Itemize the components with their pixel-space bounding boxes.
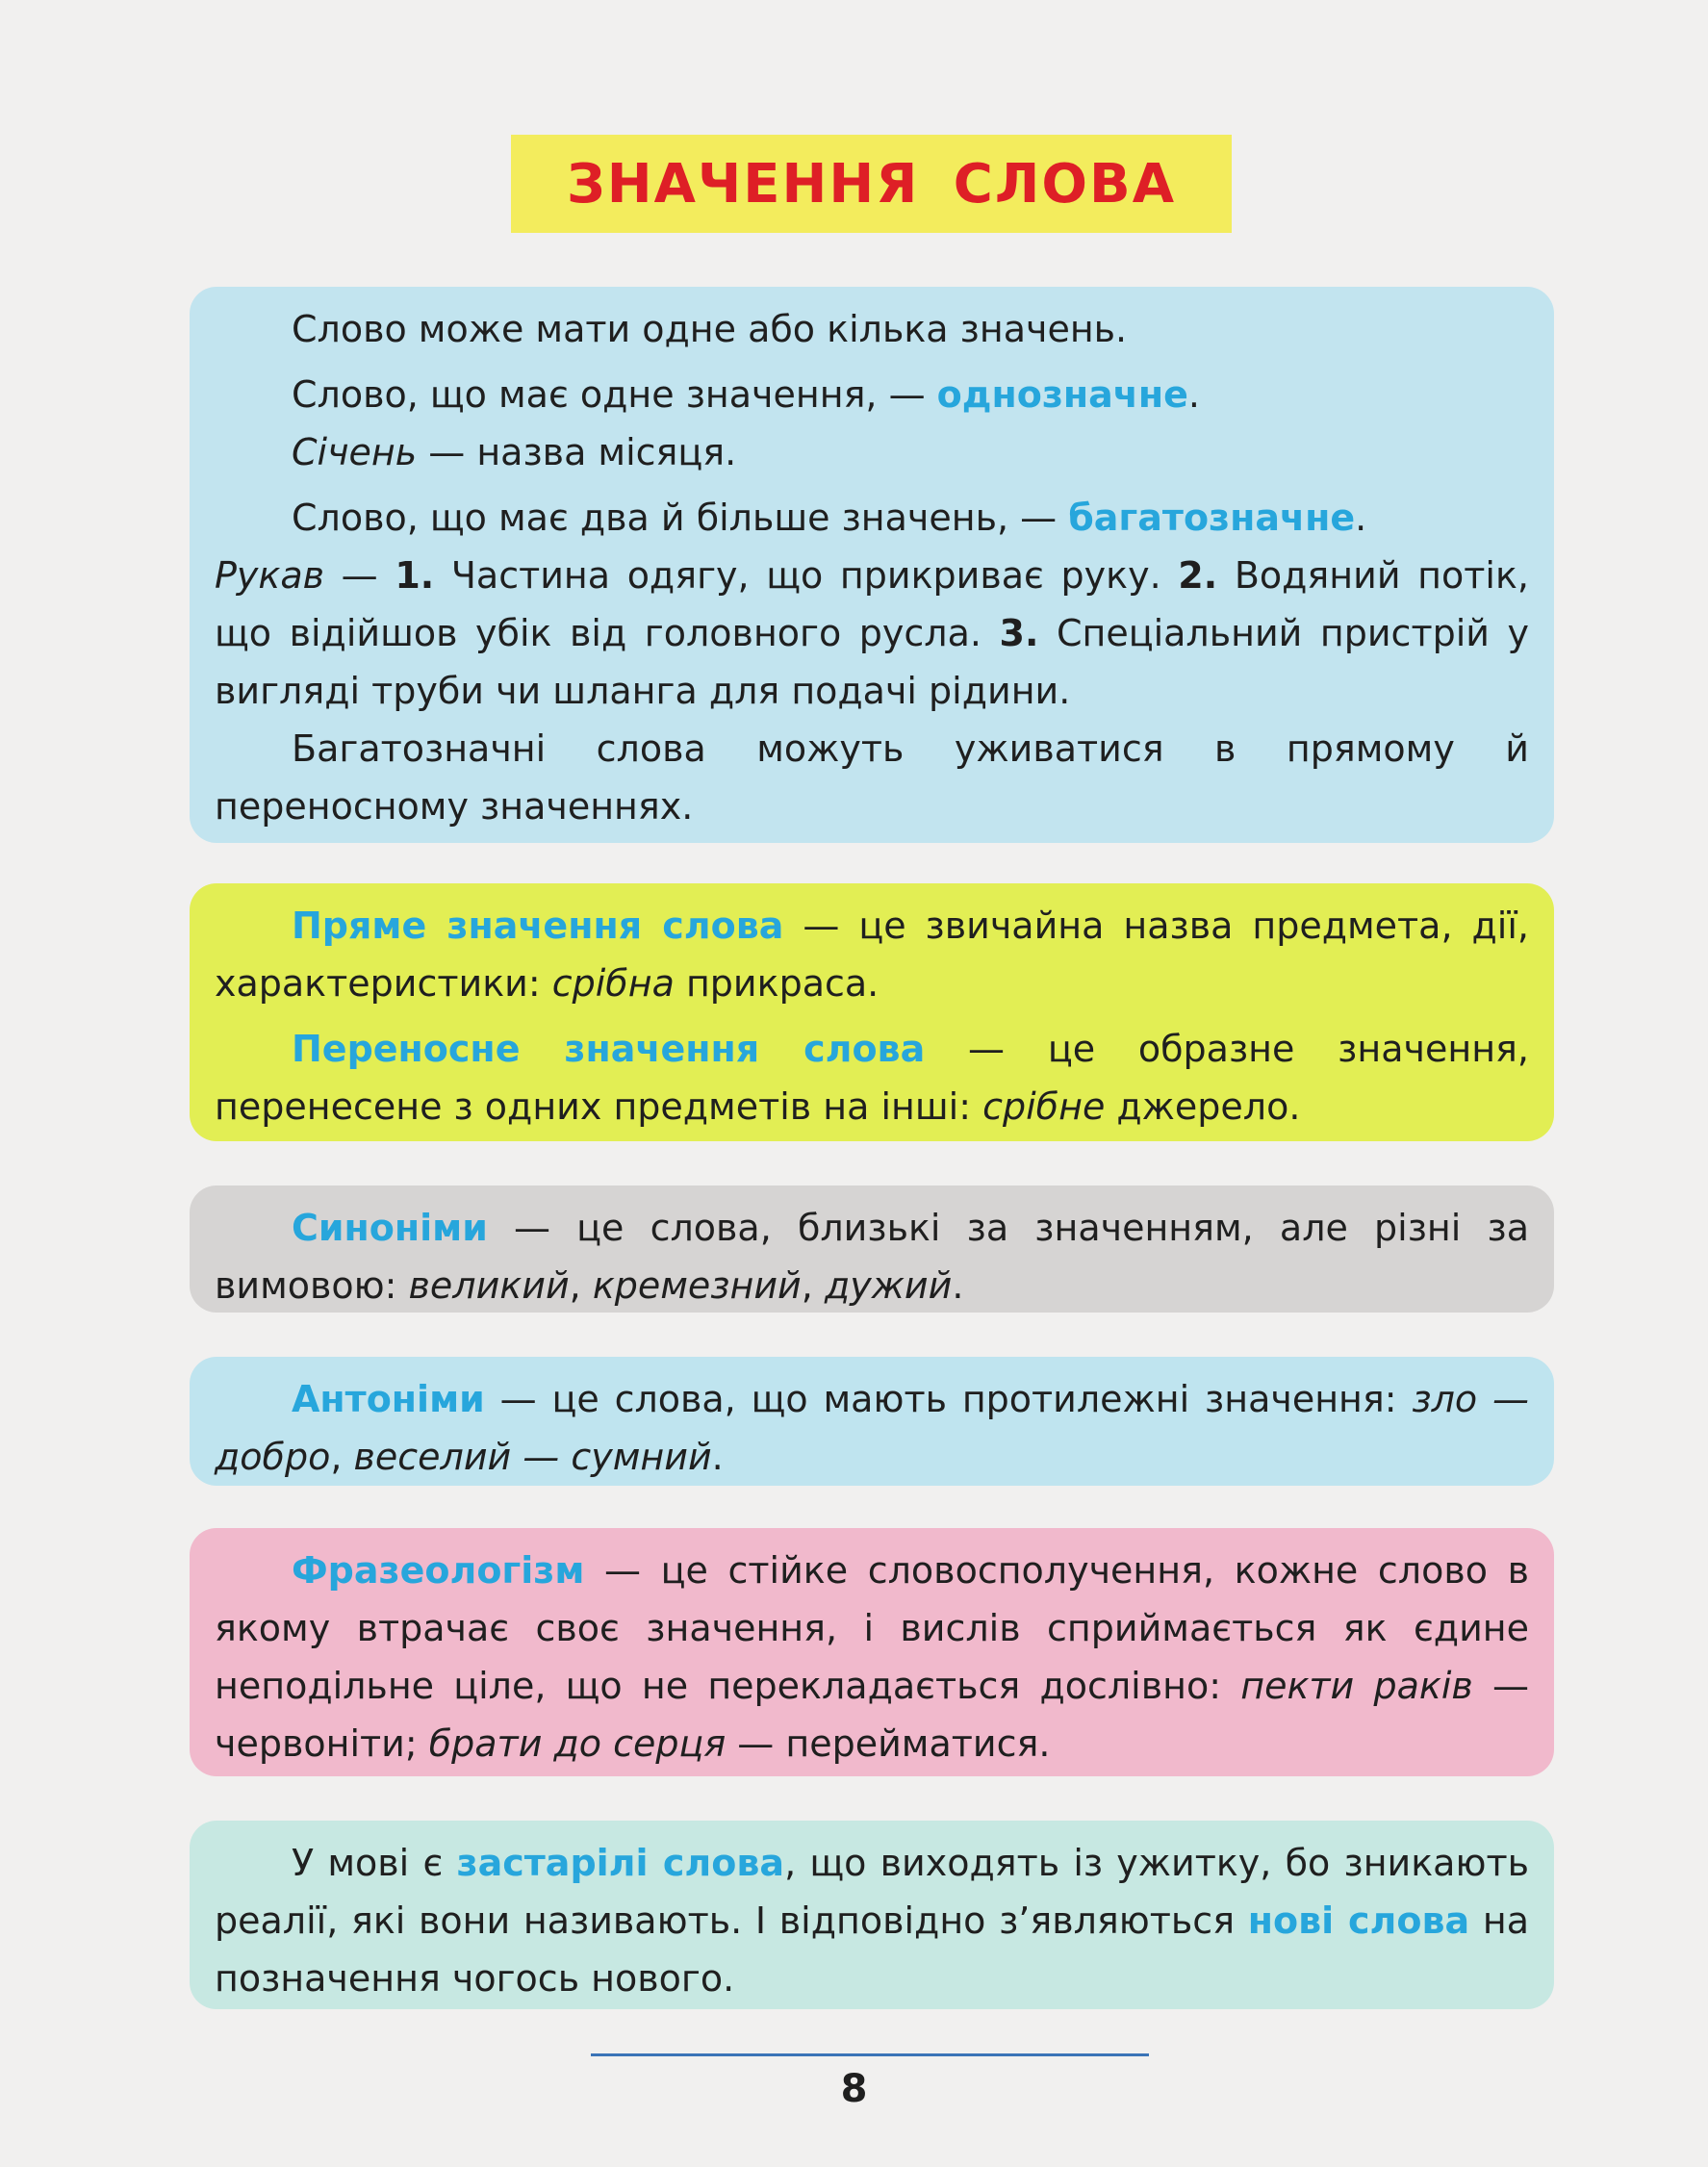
paragraph: Слово може мати одне або кілька значень. bbox=[292, 308, 1128, 350]
term-phraseologism: Фразеологізм bbox=[292, 1549, 585, 1592]
footer-divider bbox=[591, 2053, 1149, 2056]
box-word-meaning bbox=[190, 287, 1554, 843]
term-direct-meaning: Пряме значення слова bbox=[292, 905, 784, 947]
term-figurative-meaning: Переносне значення слова bbox=[292, 1028, 926, 1070]
paragraph: У мові є застарілі слова, що виходять із ужитку, бо зникають реалії, які вони називають. І відповідно з’являються нові слова на позначення чогось нового. bbox=[215, 1842, 1530, 2000]
term-monosemous: однозначне bbox=[936, 373, 1188, 416]
paragraph: Багатозначні слова можуть уживатися в прямому й переносному значеннях. bbox=[215, 727, 1529, 828]
box-direct-figurative-meaning bbox=[190, 883, 1554, 1141]
paragraph: Січень — назва місяця. bbox=[292, 431, 737, 473]
term-archaic-words: застарілі слова bbox=[456, 1842, 785, 1884]
paragraph: Фразеологізм — це стійке словосполучення, кожне слово в якому втрачає своє значення, і вислів сприймається як єдине неподільне ціле, що не перекладається дослівно: пекти раків — червоніти; брати до серця — перейматися. bbox=[215, 1549, 1529, 1765]
paragraph: Переносне значення слова — це образне значення, перенесене з одних предметів на інші: срібне джерело. bbox=[215, 1028, 1529, 1128]
box-phraseologism bbox=[190, 1528, 1554, 1776]
paragraph: Антоніми — це слова, що мають протилежні значення: зло — добро, веселий — сумний. bbox=[215, 1378, 1530, 1478]
term-antonyms: Антоніми bbox=[292, 1378, 485, 1420]
page-title-banner bbox=[511, 135, 1232, 233]
paragraph: Слово, що має одне значення, — однозначне. bbox=[292, 373, 1201, 416]
page-title: ЗНАЧЕННЯ СЛОВА bbox=[566, 152, 1177, 216]
example-word: Січень bbox=[292, 431, 418, 473]
example-word: Рукав bbox=[215, 554, 325, 597]
page-number: 8 bbox=[840, 2067, 868, 2111]
paragraph: Синоніми — це слова, близькі за значенням, але різні за вимовою: великий, кремезний, дужий. bbox=[215, 1207, 1529, 1307]
term-new-words: нові слова bbox=[1247, 1899, 1470, 1942]
box-antonyms bbox=[190, 1357, 1554, 1486]
term-polysemous: багатозначне bbox=[1068, 497, 1356, 539]
paragraph: Пряме значення слова — це звичайна назва предмета, дії, характеристики: срібна прикраса. bbox=[215, 905, 1529, 1005]
term-synonyms: Синоніми bbox=[292, 1207, 488, 1249]
paragraph: Рукав — 1. Частина одягу, що прикриває руку. 2. Водяний потік, що відійшов убік від головного русла. 3. Спеціальний пристрій у вигляді труби чи шланга для подачі рідини. bbox=[215, 554, 1529, 712]
paragraph: Слово, що має два й більше значень, — багатозначне. bbox=[292, 497, 1367, 539]
box-archaic-new-words bbox=[190, 1821, 1554, 2009]
box-synonyms bbox=[190, 1185, 1554, 1313]
